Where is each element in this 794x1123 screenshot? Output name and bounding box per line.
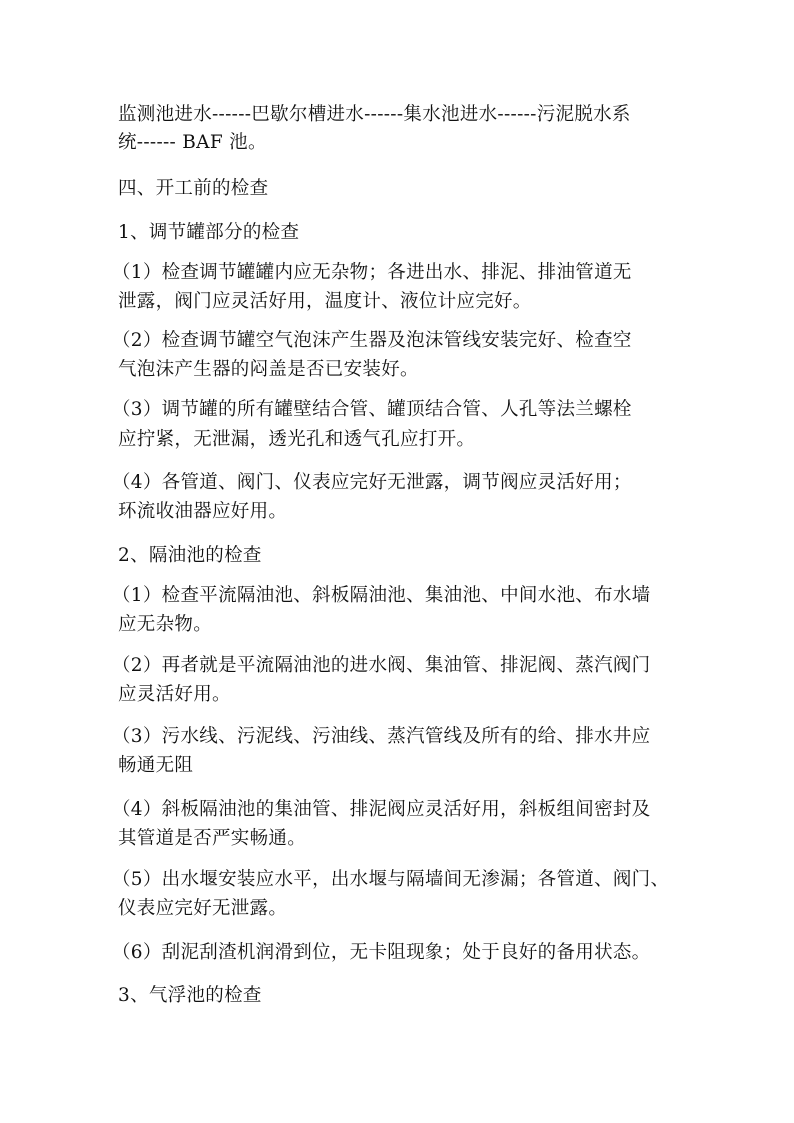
subsection-heading-flotation-check: 3、气浮池的检查 <box>118 985 262 1006</box>
oil-item-3-line-1: （3）污水线、污泥线、污油线、蒸汽管线及所有的给、排水井应 <box>112 726 651 747</box>
oil-item-6-line-1: （6）刮泥刮渣机润滑到位，无卡阻现象；处于良好的备用状态。 <box>112 942 651 963</box>
tank-item-1-line-2: 泄露，阀门应灵活好用，温度计、液位计应完好。 <box>118 291 532 312</box>
tank-item-1-line-1: （1）检查调节罐罐内应无杂物；各进出水、排泥、排油管道无 <box>112 262 632 283</box>
section-heading-pre-start-check: 四、开工前的检查 <box>118 178 269 199</box>
tank-item-4-line-2: 环流收油器应好用。 <box>118 501 288 522</box>
oil-item-1-line-2: 应无杂物。 <box>118 614 213 635</box>
oil-item-1-line-1: （1）检查平流隔油池、斜板隔油池、集油池、中间水池、布水墙 <box>112 585 651 606</box>
oil-item-2-line-1: （2）再者就是平流隔油池的进水阀、集油管、排泥阀、蒸汽阀门 <box>112 655 651 676</box>
oil-item-3-line-2: 畅通无阻 <box>118 755 194 776</box>
oil-item-2-line-2: 应灵活好用。 <box>118 684 231 705</box>
subsection-heading-oil-separator-check: 2、隔油池的检查 <box>118 545 262 566</box>
text-line-flow-sequence-end: 统------ BAF 池。 <box>118 132 267 153</box>
tank-item-2-line-1: （2）检查调节罐空气泡沫产生器及泡沫管线安装完好、检查空 <box>112 330 632 351</box>
oil-item-5-line-2: 仪表应完好无泄露。 <box>118 898 288 919</box>
tank-item-2-line-2: 气泡沫产生器的闷盖是否已安装好。 <box>118 359 419 380</box>
subsection-heading-tank-check: 1、调节罐部分的检查 <box>118 222 300 243</box>
tank-item-4-line-1: （4）各管道、阀门、仪表应完好无泄露，调节阀应灵活好用； <box>112 472 632 493</box>
tank-item-3-line-1: （3）调节罐的所有罐壁结合管、罐顶结合管、人孔等法兰螺栓 <box>112 399 632 420</box>
oil-item-4-line-2: 其管道是否严实畅通。 <box>118 828 307 849</box>
tank-item-3-line-2: 应拧紧，无泄漏，透光孔和透气孔应打开。 <box>118 429 476 450</box>
oil-item-5-line-1: （5）出水堰安装应水平，出水堰与隔墙间无渗漏；各管道、阀门、 <box>112 869 670 890</box>
text-line-flow-sequence: 监测池进水------巴歇尔槽进水------集水池进水------污泥脱水系 <box>118 104 631 125</box>
oil-item-4-line-1: （4）斜板隔油池的集油管、排泥阀应灵活好用，斜板组间密封及 <box>112 799 651 820</box>
